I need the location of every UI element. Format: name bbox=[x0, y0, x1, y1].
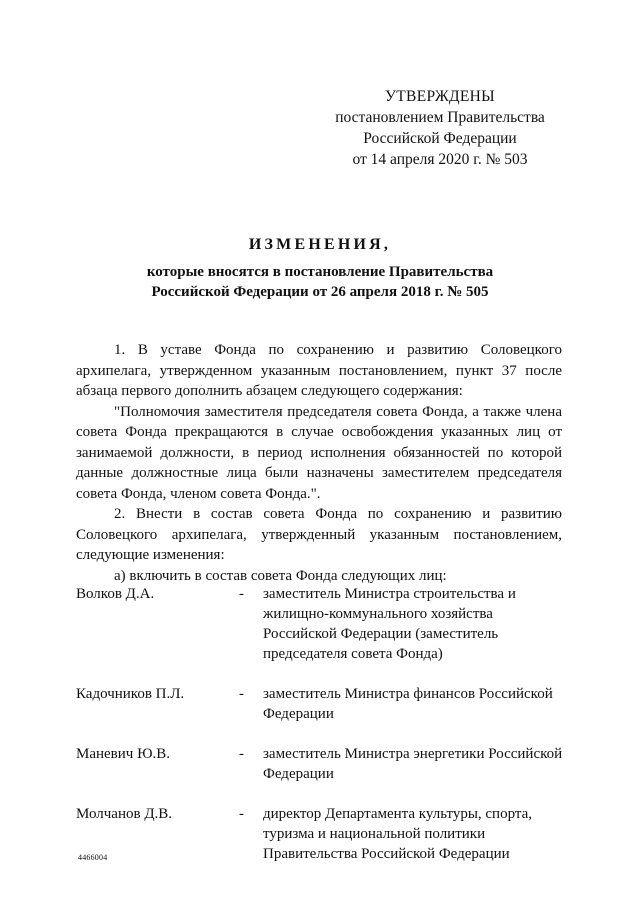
member-dash: - bbox=[239, 686, 244, 702]
member-role: директор Департамента культуры, спорта, туризма и национальной политики Правительства Российской Федерации bbox=[263, 806, 533, 862]
document-subtitle bbox=[0, 262, 640, 302]
paragraph-2: "Полномочия заместителя председателя совета Фонда, а также члена совета Фонда прекращаются в случае освобождения указанных лиц от занимаемой должности, в период исполнения обязанностей по которой данные должностные лица были назначены заместителем председателя совета Фонда, членом совета Фонда.". bbox=[76, 403, 562, 502]
paragraph-3: 2. Внести в состав совета Фонда по сохранению и развитию Соловецкого архипелага, утвержденный указанным постановлением, следующие изменения: bbox=[76, 506, 562, 563]
paragraph-1: 1. В уставе Фонда по сохранению и развитию Соловецкого архипелага, утвержденном указанным постановлением, пункт 37 после абзаца первого дополнить абзацем следующего содержания: bbox=[76, 342, 562, 399]
member-dash: - bbox=[239, 806, 244, 822]
member-name: Молчанов Д.В. bbox=[76, 806, 173, 822]
approval-line-2: Российской Федерации bbox=[363, 130, 517, 147]
document-title: ИЗМЕНЕНИЯ, bbox=[248, 236, 392, 253]
paragraph-4: а) включить в состав совета Фонда следующих лиц: bbox=[114, 567, 447, 584]
member-row bbox=[76, 684, 566, 724]
document-body bbox=[76, 340, 562, 586]
subtitle-line-1: которые вносятся в постановление Правительства bbox=[146, 264, 494, 280]
members-list bbox=[76, 584, 566, 884]
member-row bbox=[76, 744, 566, 784]
subtitle-line-2: Российской Федерации от 26 апреля 2018 г. № 505 bbox=[151, 284, 489, 300]
document-number: 4466004 bbox=[78, 853, 108, 862]
member-dash: - bbox=[239, 586, 244, 602]
member-name: Маневич Ю.В. bbox=[76, 746, 171, 762]
approval-heading: УТВЕРЖДЕНЫ bbox=[385, 88, 495, 105]
member-row bbox=[76, 804, 566, 864]
member-role: заместитель Министра энергетики Российской Федерации bbox=[263, 746, 563, 782]
member-row bbox=[76, 584, 566, 664]
member-name: Кадочников П.Л. bbox=[76, 686, 185, 702]
member-role: заместитель Министра финансов Российской Федерации bbox=[263, 686, 553, 722]
approval-line-1: постановлением Правительства bbox=[335, 109, 545, 126]
member-dash: - bbox=[239, 746, 244, 762]
approval-date: от 14 апреля 2020 г. № 503 bbox=[352, 151, 528, 168]
approval-stamp bbox=[330, 86, 550, 170]
member-name: Волков Д.А. bbox=[76, 586, 155, 602]
member-role: заместитель Министра строительства и жилищно-коммунального хозяйства Российской Федерации (заместитель председателя совета Фонда) bbox=[263, 586, 516, 662]
